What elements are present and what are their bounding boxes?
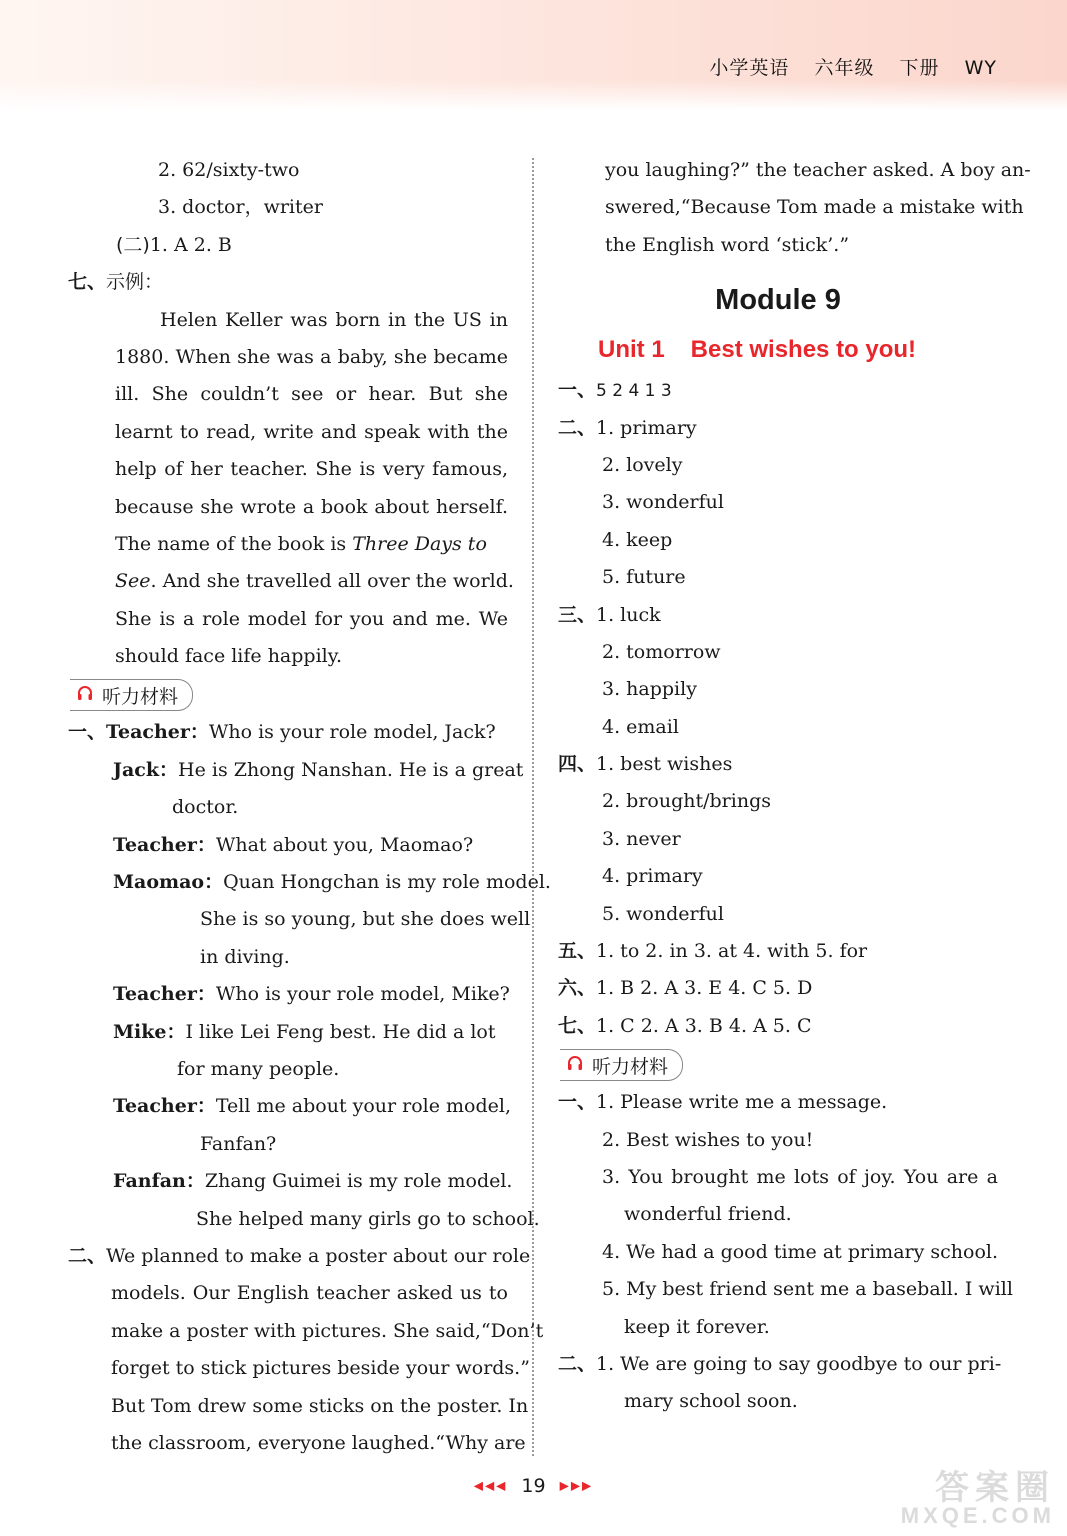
listening-text: 1. Please write me a message. xyxy=(596,1091,888,1114)
right-column xyxy=(558,152,1031,1421)
listening-line: 2. Best wishes to you! xyxy=(602,1128,814,1151)
unit-name: Best wishes to you! xyxy=(690,336,917,364)
dialogue-line xyxy=(68,827,508,864)
listening-text: 1. We are going to say goodbye to our pri- xyxy=(596,1352,1002,1375)
dialogue-line: for many people. xyxy=(177,1057,340,1080)
essay-line xyxy=(68,526,508,563)
dialogue-text: Who is your role model, Jack? xyxy=(208,721,496,744)
story-line: the English word ‘stick’.” xyxy=(605,233,850,256)
essay-text: The name of the book is xyxy=(115,532,347,555)
section-heading xyxy=(68,264,508,301)
section-label: 四、 xyxy=(558,753,597,776)
dialogue-line xyxy=(68,714,508,751)
answer-line xyxy=(558,970,998,1007)
essay-line xyxy=(68,563,514,600)
dialogue-line xyxy=(68,1014,508,1051)
answer-line: 4. keep xyxy=(602,528,673,551)
answer-text: 5 2 4 1 3 xyxy=(596,381,672,402)
listening-line: mary school soon. xyxy=(624,1390,798,1413)
section-label: 三、 xyxy=(558,603,597,626)
dialogue-line: in diving. xyxy=(200,945,290,968)
answer-line: 3. never xyxy=(602,827,681,850)
dialogue-text: I like Lei Feng best. He did a lot xyxy=(185,1020,496,1043)
section-label: 七、 xyxy=(558,1014,597,1037)
essay-line: help of her teacher. She is very famous, xyxy=(115,458,508,481)
watermark-latin: MXQE.COM xyxy=(900,1503,1055,1528)
speaker-label: Jack： xyxy=(113,758,179,781)
answer-line: 3. doctor，writer xyxy=(158,196,323,219)
dialogue-line: doctor. xyxy=(172,796,239,819)
listening-line: 3. You brought me lots of joy. You are a xyxy=(602,1165,998,1188)
answer-text: 1. luck xyxy=(596,603,661,626)
story-line: swered,“Because Tom made a mistake with xyxy=(605,196,1024,219)
listening-line: 4. We had a good time at primary school. xyxy=(602,1240,998,1263)
dialogue-line: She is so young, but she does well xyxy=(200,908,531,931)
listening-tag-label: 听力材料 xyxy=(102,685,179,708)
dialogue-text: Tell me about your role model, xyxy=(215,1095,512,1118)
answer-text: 1. to 2. in 3. at 4. with 5. for xyxy=(596,940,868,963)
answer-text: 1. C 2. A 3. B 4. A 5. C xyxy=(596,1014,812,1037)
page-number: 19 xyxy=(521,1474,546,1497)
essay-line: learnt to read, write and speak with the xyxy=(115,420,508,443)
answer-text: 1. best wishes xyxy=(596,753,733,776)
dialogue-line xyxy=(68,1163,513,1200)
listening-line: 5. My best friend sent me a baseball. I will xyxy=(602,1278,1013,1301)
answer-line: 3. happily xyxy=(602,678,697,701)
right-arrows-icon: ▶▶▶ xyxy=(559,1478,594,1493)
essay-line: Helen Keller was born in the US in xyxy=(160,308,508,331)
listening-material-tag xyxy=(70,679,193,711)
answer-text: 1. A 2. B xyxy=(149,233,232,256)
section-label: 五、 xyxy=(558,940,597,963)
watermark-cjk: 答案圈 xyxy=(935,1468,1055,1508)
speaker-label: Fanfan： xyxy=(113,1170,205,1193)
answer-line: 2. 62/sixty-two xyxy=(158,159,300,181)
dialogue-text: Who is your role model, Mike? xyxy=(215,983,510,1006)
unit-title xyxy=(558,328,998,372)
speaker-label: Maomao： xyxy=(113,871,224,894)
section-label: 一、 xyxy=(558,1091,597,1114)
section-label: 二、 xyxy=(558,1352,597,1375)
book-title: Three Days to xyxy=(352,532,487,555)
section-label: (二) xyxy=(116,233,150,256)
book-title-end: See xyxy=(115,570,151,593)
running-header xyxy=(691,53,997,80)
story-line: But Tom drew some sticks on the poster. In xyxy=(111,1394,529,1417)
answer-text: 1. B 2. A 3. E 4. C 5. D xyxy=(596,977,813,1000)
listening-line: keep it forever. xyxy=(624,1315,770,1338)
header-volume: 下册 xyxy=(899,57,940,79)
section-note: 示例： xyxy=(106,271,164,294)
headphones-icon xyxy=(76,684,102,707)
dialogue-line xyxy=(68,752,524,789)
listening-material-tag xyxy=(560,1049,683,1081)
answer-line xyxy=(558,597,998,634)
column-divider xyxy=(532,158,534,1456)
section-label: 二、 xyxy=(68,1244,107,1267)
story-line xyxy=(68,1238,531,1275)
answer-line xyxy=(558,933,998,970)
left-column xyxy=(68,152,551,1462)
section-label: 一、 xyxy=(558,379,597,402)
essay-line: ill. She couldn’t see or hear. But she xyxy=(115,383,508,406)
answer-line xyxy=(558,372,998,409)
header-subject: 小学英语 xyxy=(709,57,790,79)
listening-tag-label: 听力材料 xyxy=(592,1055,669,1078)
answer-line: 4. primary xyxy=(602,865,703,888)
header-grade: 六年级 xyxy=(814,57,875,79)
dialogue-text: He is Zhong Nanshan. He is a great xyxy=(178,758,524,781)
speaker-label: Teacher： xyxy=(113,983,216,1006)
header-edition: WY xyxy=(964,57,997,79)
story-line: make a poster with pictures. She said,“Don’t xyxy=(111,1319,544,1342)
speaker-label: Teacher： xyxy=(106,721,209,744)
speaker-label: Teacher： xyxy=(113,1095,216,1118)
story-line: forget to stick pictures beside your words.” xyxy=(111,1357,530,1380)
story-text: We planned to make a poster about our role xyxy=(106,1244,531,1267)
dialogue-text: Zhang Guimei is my role model. xyxy=(204,1170,513,1193)
headphones-icon xyxy=(566,1054,592,1077)
dialogue-line: She helped many girls go to school. xyxy=(196,1207,540,1230)
answer-line: 3. wonderful xyxy=(602,491,724,514)
section-label: 一、 xyxy=(68,721,107,744)
speaker-label: Mike： xyxy=(113,1020,186,1043)
essay-line: should face life happily. xyxy=(115,645,342,668)
story-line: the classroom, everyone laughed.“Why are xyxy=(111,1431,526,1454)
story-line: you laughing?” the teacher asked. A boy an- xyxy=(605,159,1031,181)
listening-line xyxy=(558,1084,998,1121)
watermark xyxy=(865,1460,1055,1530)
answer-line xyxy=(68,227,508,264)
section-label: 二、 xyxy=(558,416,597,439)
essay-line: 1880. When she was a baby, she became xyxy=(115,345,508,368)
listening-line xyxy=(558,1346,1002,1383)
answer-line xyxy=(558,746,998,783)
module-title: Module 9 xyxy=(715,284,841,317)
dialogue-line xyxy=(68,976,508,1013)
answer-line: 5. future xyxy=(602,566,686,589)
answer-text: 1. primary xyxy=(596,416,697,439)
answer-line: 2. tomorrow xyxy=(602,640,721,663)
listening-line: wonderful friend. xyxy=(624,1203,792,1226)
answer-line xyxy=(558,410,998,447)
dialogue-line: Fanfan? xyxy=(200,1132,277,1155)
answer-line: 2. brought/brings xyxy=(602,790,771,813)
story-line: models. Our English teacher asked us to xyxy=(111,1282,508,1305)
answer-line xyxy=(558,1008,998,1045)
dialogue-text: What about you, Maomao? xyxy=(215,833,474,856)
section-label: 六、 xyxy=(558,977,597,1000)
answer-line: 2. lovely xyxy=(602,453,683,476)
essay-line: because she wrote a book about herself. xyxy=(115,495,508,518)
answer-line: 5. wonderful xyxy=(602,902,724,925)
unit-label: Unit 1 xyxy=(598,336,665,364)
speaker-label: Teacher： xyxy=(113,833,216,856)
dialogue-line xyxy=(68,1088,512,1125)
essay-text: . And she travelled all over the world. xyxy=(150,570,514,593)
dialogue-line xyxy=(68,864,551,901)
answer-line: 4. email xyxy=(602,715,679,738)
left-arrows-icon: ◀◀◀ xyxy=(473,1478,508,1493)
dialogue-text: Quan Hongchan is my role model. xyxy=(223,871,551,894)
section-label: 七、 xyxy=(68,271,107,294)
essay-line: She is a role model for you and me. We xyxy=(115,607,508,630)
